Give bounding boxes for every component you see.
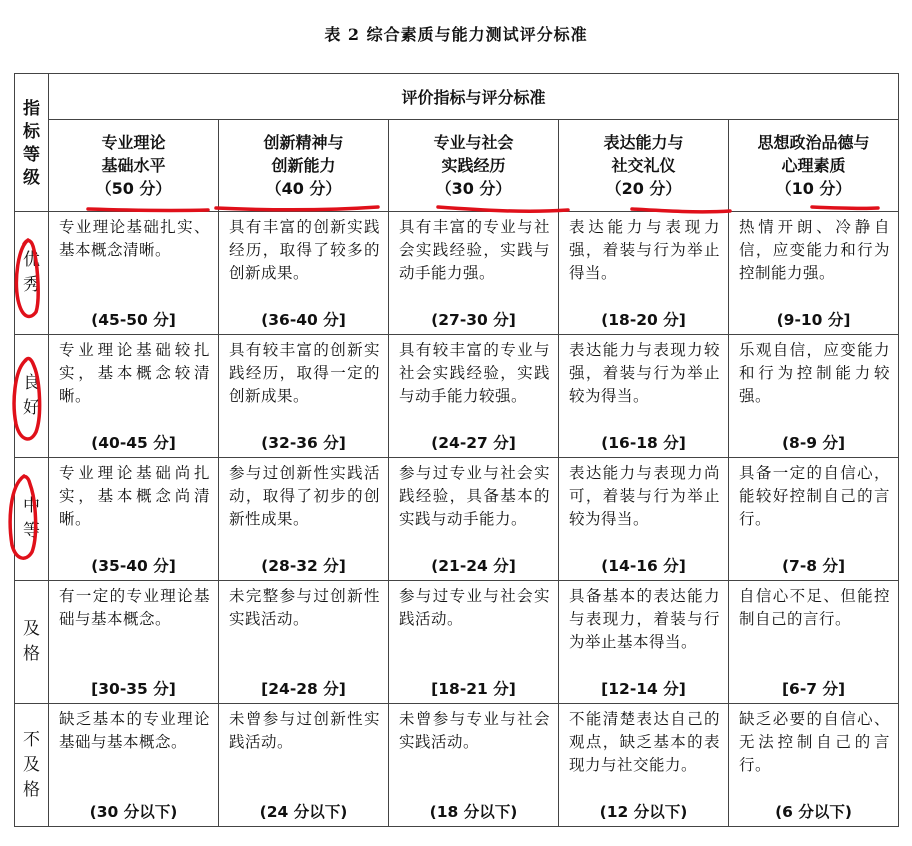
grade-label-fail bbox=[15, 704, 49, 827]
table-cell bbox=[559, 335, 729, 458]
table-cell bbox=[729, 581, 899, 704]
cell-description: 表达能力与表现力强，着装与行为举止得当。 bbox=[569, 218, 720, 282]
column-header-line: 创新能力 bbox=[271, 156, 336, 175]
table-row bbox=[15, 335, 899, 458]
scoring-table bbox=[14, 73, 899, 827]
table-row bbox=[15, 458, 899, 581]
table-cell bbox=[219, 335, 389, 458]
table-cell bbox=[729, 704, 899, 827]
column-header-practice bbox=[389, 120, 559, 212]
cell-score: (9-10 分] bbox=[776, 311, 851, 329]
table-cell bbox=[559, 458, 729, 581]
cell-description: 表达能力与表现力较强，着装与行为举止较为得当。 bbox=[569, 341, 720, 405]
grade-char: 好 bbox=[23, 398, 40, 418]
grade-label-excellent bbox=[15, 212, 49, 335]
cell-description: 不能清楚表达自己的观点，缺乏基本的表现力与社交能力。 bbox=[569, 710, 720, 774]
cell-description: 具备基本的表达能力与表现力，着装与行为举止基本得当。 bbox=[569, 587, 720, 651]
column-header-innovation bbox=[219, 120, 389, 212]
column-header-line: 心理素质 bbox=[781, 156, 846, 175]
cell-description: 具有较丰富的创新实践经历，取得一定的创新成果。 bbox=[229, 341, 380, 405]
cell-score: (24-27 分] bbox=[431, 434, 516, 452]
table-cell bbox=[49, 212, 219, 335]
table-title: 表 2 综合素质与能力测试评分标准 bbox=[324, 25, 588, 44]
table-cell bbox=[389, 458, 559, 581]
cell-score: [30-35 分] bbox=[91, 680, 176, 698]
cell-description: 缺乏基本的专业理论基础与基本概念。 bbox=[59, 710, 210, 751]
corner-char: 标 bbox=[23, 121, 40, 142]
table-cell bbox=[389, 581, 559, 704]
table-cell bbox=[389, 212, 559, 335]
table-cell bbox=[729, 458, 899, 581]
column-header-line: 创新精神与 bbox=[263, 133, 344, 152]
grade-label-pass bbox=[15, 581, 49, 704]
cell-description: 专业理论基础扎实、基本概念清晰。 bbox=[59, 218, 210, 259]
cell-description: 具有丰富的专业与社会实践经验，实践与动手能力强。 bbox=[399, 218, 550, 282]
grade-char: 格 bbox=[23, 779, 40, 800]
criteria-header: 评价指标与评分标准 bbox=[49, 74, 899, 120]
table-cell bbox=[219, 704, 389, 827]
cell-description: 参与过专业与社会实践活动。 bbox=[399, 587, 550, 628]
cell-score: (32-36 分] bbox=[261, 434, 346, 452]
table-cell bbox=[49, 581, 219, 704]
column-header-line: 实践经历 bbox=[441, 156, 506, 175]
cell-score: (45-50 分] bbox=[91, 311, 176, 329]
cell-description: 专业理论基础尚扎实，基本概念尚清晰。 bbox=[59, 464, 210, 528]
cell-description: 乐观自信，应变能力和行为控制能力较强。 bbox=[739, 341, 891, 405]
cell-score: (12 分以下) bbox=[599, 803, 688, 821]
corner-char: 级 bbox=[23, 167, 40, 188]
cell-score: [12-14 分] bbox=[601, 680, 686, 698]
column-header-points: （40 分） bbox=[265, 179, 342, 198]
column-header-points: （20 分） bbox=[605, 179, 682, 198]
column-header-line: 专业与社会 bbox=[433, 133, 514, 152]
grade-label-average bbox=[15, 458, 49, 581]
table-cell bbox=[49, 335, 219, 458]
cell-description: 参与过创新性实践活动，取得了初步的创新性成果。 bbox=[229, 464, 380, 528]
cell-score: (21-24 分] bbox=[431, 557, 516, 575]
column-header-line: 基础水平 bbox=[101, 156, 166, 175]
column-header-line: 专业理论 bbox=[101, 133, 166, 152]
table-cell bbox=[559, 704, 729, 827]
cell-score: (27-30 分] bbox=[431, 311, 516, 329]
table-cell bbox=[49, 704, 219, 827]
cell-description: 参与过专业与社会实践经验，具备基本的实践与动手能力。 bbox=[399, 464, 550, 528]
grade-char: 中 bbox=[23, 496, 40, 516]
table-row bbox=[15, 704, 899, 827]
corner-header bbox=[15, 74, 49, 212]
column-header-ethics bbox=[729, 120, 899, 212]
grade-label-good bbox=[15, 335, 49, 458]
grade-char: 良 bbox=[23, 373, 40, 393]
cell-score: (8-9 分] bbox=[781, 434, 846, 452]
column-header-points: （30 分） bbox=[435, 179, 512, 198]
cell-description: 具备一定的自信心，能较好控制自己的言行。 bbox=[739, 464, 891, 528]
corner-char: 等 bbox=[23, 144, 40, 165]
table-cell bbox=[729, 335, 899, 458]
grade-char: 格 bbox=[23, 644, 40, 664]
cell-score: (40-45 分] bbox=[91, 434, 176, 452]
column-header-points: （50 分） bbox=[95, 179, 172, 198]
grade-char: 及 bbox=[23, 619, 40, 639]
cell-description: 专业理论基础较扎实，基本概念较清晰。 bbox=[59, 341, 210, 405]
cell-score: [24-28 分] bbox=[261, 680, 346, 698]
cell-score: (30 分以下) bbox=[89, 803, 178, 821]
grade-char: 秀 bbox=[23, 275, 40, 295]
cell-score: (18-20 分] bbox=[601, 311, 686, 329]
column-header-line: 社交礼仪 bbox=[611, 156, 676, 175]
cell-score: (28-32 分] bbox=[261, 557, 346, 575]
cell-score: (18 分以下) bbox=[429, 803, 518, 821]
column-header-expression bbox=[559, 120, 729, 212]
cell-description: 表达能力与表现力尚可，着装与行为举止较为得当。 bbox=[569, 464, 720, 528]
cell-score: (16-18 分] bbox=[601, 434, 686, 452]
cell-description: 具有丰富的创新实践经历，取得了较多的创新成果。 bbox=[229, 218, 380, 282]
table-cell bbox=[559, 581, 729, 704]
table-row bbox=[15, 581, 899, 704]
table-cell bbox=[389, 335, 559, 458]
cell-description: 缺乏必要的自信心、无法控制自己的言行。 bbox=[739, 710, 891, 774]
table-row bbox=[15, 212, 899, 335]
cell-description: 未曾参与过创新性实践活动。 bbox=[229, 710, 380, 751]
cell-description: 未完整参与过创新性实践活动。 bbox=[229, 587, 380, 628]
cell-score: (14-16 分] bbox=[601, 557, 686, 575]
table-cell bbox=[729, 212, 899, 335]
cell-description: 热情开朗、冷静自信，应变能力和行为控制能力强。 bbox=[739, 218, 891, 282]
table-cell bbox=[49, 458, 219, 581]
table-cell bbox=[559, 212, 729, 335]
cell-description: 具有较丰富的专业与社会实践经验，实践与动手能力较强。 bbox=[399, 341, 550, 405]
corner-char: 指 bbox=[23, 98, 40, 119]
cell-score: [6-7 分] bbox=[781, 680, 846, 698]
cell-score: [18-21 分] bbox=[431, 680, 516, 698]
cell-score: (24 分以下) bbox=[259, 803, 348, 821]
grade-char: 等 bbox=[23, 521, 40, 541]
cell-score: (36-40 分] bbox=[261, 311, 346, 329]
cell-description: 未曾参与专业与社会实践活动。 bbox=[399, 710, 550, 751]
table-cell bbox=[219, 581, 389, 704]
column-header-points: （10 分） bbox=[775, 179, 852, 198]
table-cell bbox=[219, 212, 389, 335]
cell-score: (6 分以下) bbox=[775, 803, 852, 821]
table-cell bbox=[389, 704, 559, 827]
cell-score: (7-8 分] bbox=[781, 557, 846, 575]
cell-score: (35-40 分] bbox=[91, 557, 176, 575]
grade-char: 优 bbox=[23, 250, 40, 270]
grade-char: 不 bbox=[23, 729, 40, 750]
column-header-theory bbox=[49, 120, 219, 212]
cell-description: 有一定的专业理论基础与基本概念。 bbox=[59, 587, 210, 628]
grade-char: 及 bbox=[23, 754, 40, 775]
table-cell bbox=[219, 458, 389, 581]
column-header-line: 思想政治品德与 bbox=[757, 133, 870, 152]
cell-description: 自信心不足、但能控制自己的言行。 bbox=[739, 587, 891, 628]
column-header-line: 表达能力与 bbox=[603, 133, 684, 152]
